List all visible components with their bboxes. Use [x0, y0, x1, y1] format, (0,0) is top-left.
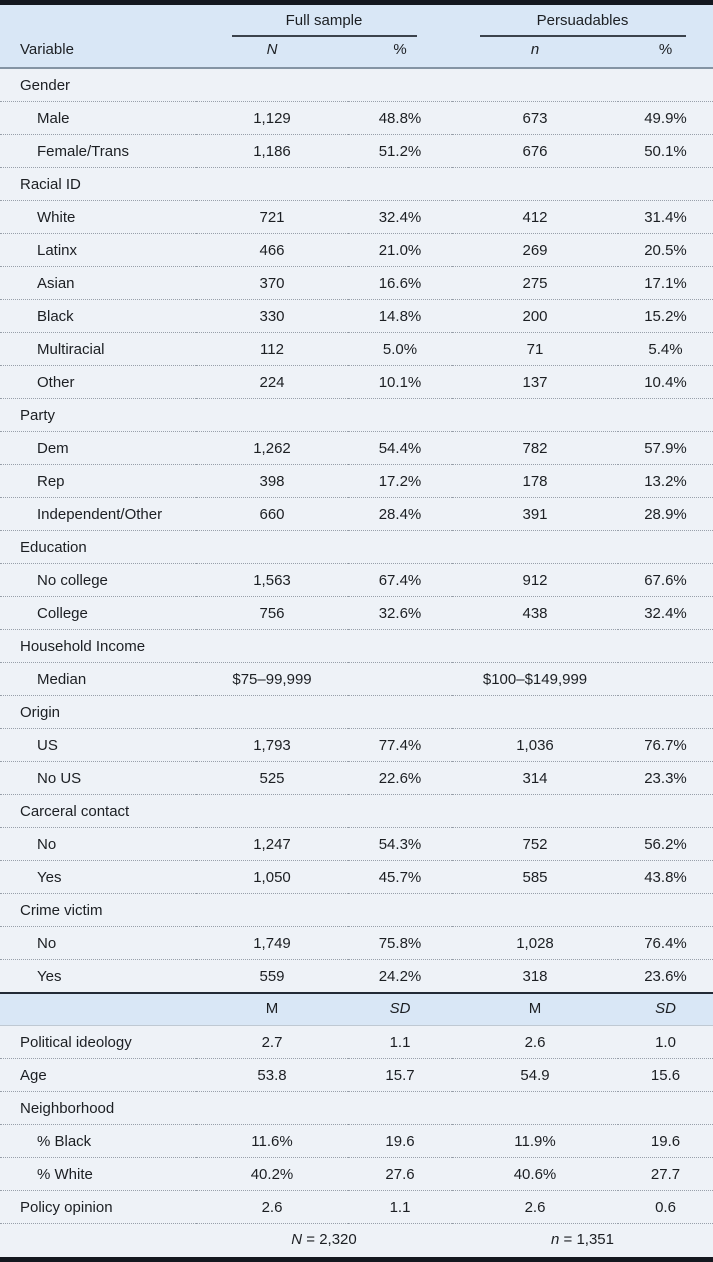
cell-value: 2.6 [524, 1034, 546, 1051]
data-row [0, 663, 713, 696]
footer-spacer [0, 1224, 196, 1260]
cell-value: 330 [259, 308, 285, 325]
cell-value: 21.0% [378, 242, 422, 259]
cell-value: 20.5% [644, 242, 687, 259]
cell-value: 23.6% [644, 968, 687, 985]
data-row [0, 564, 713, 597]
cell-value: 2.6 [524, 1199, 546, 1216]
cell-value: 1,129 [253, 110, 291, 127]
cell-value: 1,563 [253, 572, 291, 589]
group-label: Neighborhood [20, 1100, 115, 1117]
variable-column-header: Variable [0, 37, 196, 68]
group-label: Racial ID [20, 176, 81, 193]
row-label: Asian [37, 275, 75, 292]
data-row [0, 1125, 713, 1158]
row-label: No US [37, 770, 82, 787]
cell-value: 1,793 [253, 737, 291, 754]
row-label: Male [37, 110, 70, 127]
footer-section [0, 1224, 713, 1260]
cell-value: 660 [259, 506, 285, 523]
group-label: Carceral contact [20, 803, 130, 820]
cell-value: 77.4% [378, 737, 422, 754]
full-sample-label: Full sample [232, 12, 417, 37]
cell-value: 43.8% [644, 869, 687, 886]
group-header-row [0, 168, 713, 201]
data-row [0, 432, 713, 465]
cell-value: 22.6% [378, 770, 422, 787]
cell-value: 0.6 [655, 1199, 676, 1216]
cell-value: 1,036 [516, 737, 554, 754]
data-row [0, 828, 713, 861]
spanner-header-row [0, 3, 713, 38]
cell-value: 5.0% [382, 341, 418, 358]
row-label: Age [20, 1067, 47, 1084]
full-sample-total [196, 1224, 452, 1260]
cell-value: 178 [522, 473, 548, 490]
cell-value: 721 [259, 209, 285, 226]
cell-value: 15.6 [650, 1067, 681, 1084]
group-header-row [0, 68, 713, 102]
persuadables-total-symbol: n [551, 1231, 560, 1248]
cell-value: 11.6% [251, 1133, 293, 1150]
data-row [0, 498, 713, 531]
cell-value: 10.1% [378, 374, 422, 391]
cell-value: 412 [522, 209, 548, 226]
row-label: Median [37, 671, 87, 688]
cell-value: 137 [522, 374, 548, 391]
mean-pers-header: M [452, 993, 618, 1026]
row-label: Female/Trans [37, 143, 129, 160]
pct-pers-column-header: % [618, 37, 713, 68]
row-label: No college [37, 572, 108, 589]
cell-value: 27.7 [650, 1166, 681, 1183]
data-row [0, 1026, 713, 1059]
cell-value: 1.1 [389, 1034, 411, 1051]
cell-value: 5.4% [648, 341, 683, 358]
row-label: Yes [37, 869, 62, 886]
n-pers-column-header: n [452, 37, 618, 68]
cell-value: 391 [522, 506, 548, 523]
sd-pers-header: SD [618, 993, 713, 1026]
row-label: Black [37, 308, 74, 325]
cell-value: 53.8 [257, 1067, 287, 1084]
cell-value: 13.2% [644, 473, 687, 490]
data-row [0, 729, 713, 762]
cell-value: 17.1% [644, 275, 687, 292]
cell-value: 27.6 [385, 1166, 415, 1183]
cell-value: 23.3% [644, 770, 687, 787]
table-header [0, 3, 713, 69]
cell-value: 57.9% [644, 440, 687, 457]
cell-value: 1,749 [253, 935, 291, 952]
totals-row [0, 1224, 713, 1260]
cell-value: 76.7% [644, 737, 687, 754]
cell-value: 45.7% [378, 869, 422, 886]
cell-value: 19.6 [385, 1133, 415, 1150]
cell-value: 782 [522, 440, 548, 457]
data-row [0, 1059, 713, 1092]
cell-value: 1,247 [253, 836, 291, 853]
cell-value: 275 [522, 275, 548, 292]
full-sample-total-symbol: N [291, 1231, 303, 1248]
row-label: Dem [37, 440, 69, 457]
row-label: Yes [37, 968, 62, 985]
cell-value: 15.2% [644, 308, 687, 325]
row-label: % Black [37, 1133, 92, 1150]
group-header-row [0, 399, 713, 432]
cell-value: 32.6% [378, 605, 422, 622]
cell-value: 67.6% [644, 572, 687, 589]
cell-value: 1,028 [516, 935, 554, 952]
cell-value: 224 [259, 374, 285, 391]
cell-value: 112 [260, 341, 284, 358]
group-label: Household Income [20, 638, 146, 655]
row-label: Rep [37, 473, 65, 490]
row-label: Latinx [37, 242, 78, 259]
cell-value: 318 [522, 968, 548, 985]
cell-value: 1,262 [253, 440, 291, 457]
group-label: Education [20, 539, 87, 556]
cell-value: 2.7 [261, 1034, 283, 1051]
stat-header-spacer [0, 993, 196, 1026]
cell-value: 525 [259, 770, 285, 787]
cell-value: 1.0 [655, 1034, 676, 1051]
group-header-row [0, 795, 713, 828]
cell-value: 51.2% [378, 143, 422, 160]
cell-value: 54.4% [378, 440, 422, 457]
cell-value: 1,186 [253, 143, 291, 160]
cell-value: 370 [259, 275, 285, 292]
cell-value: 32.4% [378, 209, 422, 226]
group-label: Party [20, 407, 56, 424]
cell-value: 28.4% [378, 506, 422, 523]
cell-value: 49.9% [644, 110, 687, 127]
row-label: White [37, 209, 76, 226]
persuadables-total-value: = 1,351 [559, 1231, 614, 1248]
cell-value: 76.4% [644, 935, 687, 952]
cell-value: 676 [522, 143, 548, 160]
data-row [0, 300, 713, 333]
group-header-row [0, 531, 713, 564]
cell-value: 2.6 [261, 1199, 283, 1216]
cell-value: 16.6% [378, 275, 422, 292]
cell-value: 40.6% [513, 1166, 557, 1183]
cell-value: 48.8% [378, 110, 422, 127]
data-row [0, 762, 713, 795]
stat-header-section [0, 993, 713, 1026]
cell-value: 24.2% [378, 968, 422, 985]
row-label: Independent/Other [37, 506, 163, 523]
cell-value: 1,050 [253, 869, 291, 886]
data-row [0, 597, 713, 630]
cell-value: 314 [522, 770, 548, 787]
cell-value: 11.9% [514, 1133, 556, 1150]
group-label: Gender [20, 77, 71, 94]
cell-value: 398 [259, 473, 285, 490]
spanner-spacer [0, 3, 196, 38]
data-row [0, 366, 713, 399]
persuadables-total [452, 1224, 713, 1260]
cell-value: $75–99,999 [232, 671, 312, 688]
cell-value [618, 663, 713, 696]
cell-value: 31.4% [644, 209, 687, 226]
cell-value: 269 [522, 242, 548, 259]
cell-value: 67.4% [378, 572, 422, 589]
cell-value: 28.9% [644, 506, 687, 523]
full-sample-spanner [196, 3, 452, 38]
data-row [0, 1158, 713, 1191]
cell-value: 56.2% [644, 836, 687, 853]
data-row [0, 960, 713, 994]
cell-value: 10.4% [644, 374, 687, 391]
cell-value: 585 [522, 869, 548, 886]
cell-value: 1.1 [389, 1199, 411, 1216]
persuadables-label: Persuadables [480, 12, 686, 37]
cell-value: 75.8% [378, 935, 422, 952]
cell-value: 438 [522, 605, 548, 622]
cell-value: 19.6 [650, 1133, 681, 1150]
cell-value: 559 [259, 968, 285, 985]
cell-value: 15.7 [385, 1067, 415, 1084]
cell-value: 71 [526, 341, 544, 358]
cell-value: 200 [522, 308, 548, 325]
cell-value: 912 [522, 572, 548, 589]
group-header-row [0, 1092, 713, 1125]
cell-value: 752 [522, 836, 548, 853]
cell-value: 17.2% [378, 473, 422, 490]
data-row [0, 102, 713, 135]
mean-full-header: M [196, 993, 348, 1026]
group-header-row [0, 630, 713, 663]
cell-value: 32.4% [644, 605, 687, 622]
cell-value: 14.8% [378, 308, 422, 325]
row-label: Policy opinion [20, 1199, 113, 1216]
cell-value: 756 [259, 605, 285, 622]
cell-value: $100–$149,999 [482, 671, 588, 688]
cell-value: 50.1% [644, 143, 687, 160]
cell-value: 673 [522, 110, 548, 127]
data-row [0, 234, 713, 267]
persuadables-spanner [452, 3, 713, 38]
full-sample-total-value: = 2,320 [302, 1231, 357, 1248]
row-label: Multiracial [37, 341, 105, 358]
sd-full-header: SD [348, 993, 452, 1026]
column-header-row [0, 37, 713, 68]
row-label: No [37, 935, 57, 952]
data-row [0, 927, 713, 960]
group-header-row [0, 894, 713, 927]
cell-value [348, 663, 452, 696]
mean-sd-section [0, 1026, 713, 1224]
group-header-row [0, 696, 713, 729]
group-label: Origin [20, 704, 61, 721]
cell-value: 40.2% [250, 1166, 294, 1183]
data-row [0, 267, 713, 300]
data-row [0, 201, 713, 234]
stat-header-row [0, 993, 713, 1026]
row-label: No [37, 836, 57, 853]
pct-full-column-header: % [348, 37, 452, 68]
data-row [0, 465, 713, 498]
data-row [0, 861, 713, 894]
row-label: US [37, 737, 58, 754]
cell-value: 466 [259, 242, 285, 259]
row-label: College [37, 605, 88, 622]
row-label: % White [37, 1166, 93, 1183]
data-row [0, 1191, 713, 1224]
frequency-section [0, 68, 713, 993]
row-label: Political ideology [20, 1034, 132, 1051]
group-label: Crime victim [20, 902, 103, 919]
cell-value: 54.3% [378, 836, 422, 853]
n-full-column-header: N [196, 37, 348, 68]
row-label: Other [37, 374, 75, 391]
data-row [0, 135, 713, 168]
cell-value: 54.9 [520, 1067, 550, 1084]
data-row [0, 333, 713, 366]
